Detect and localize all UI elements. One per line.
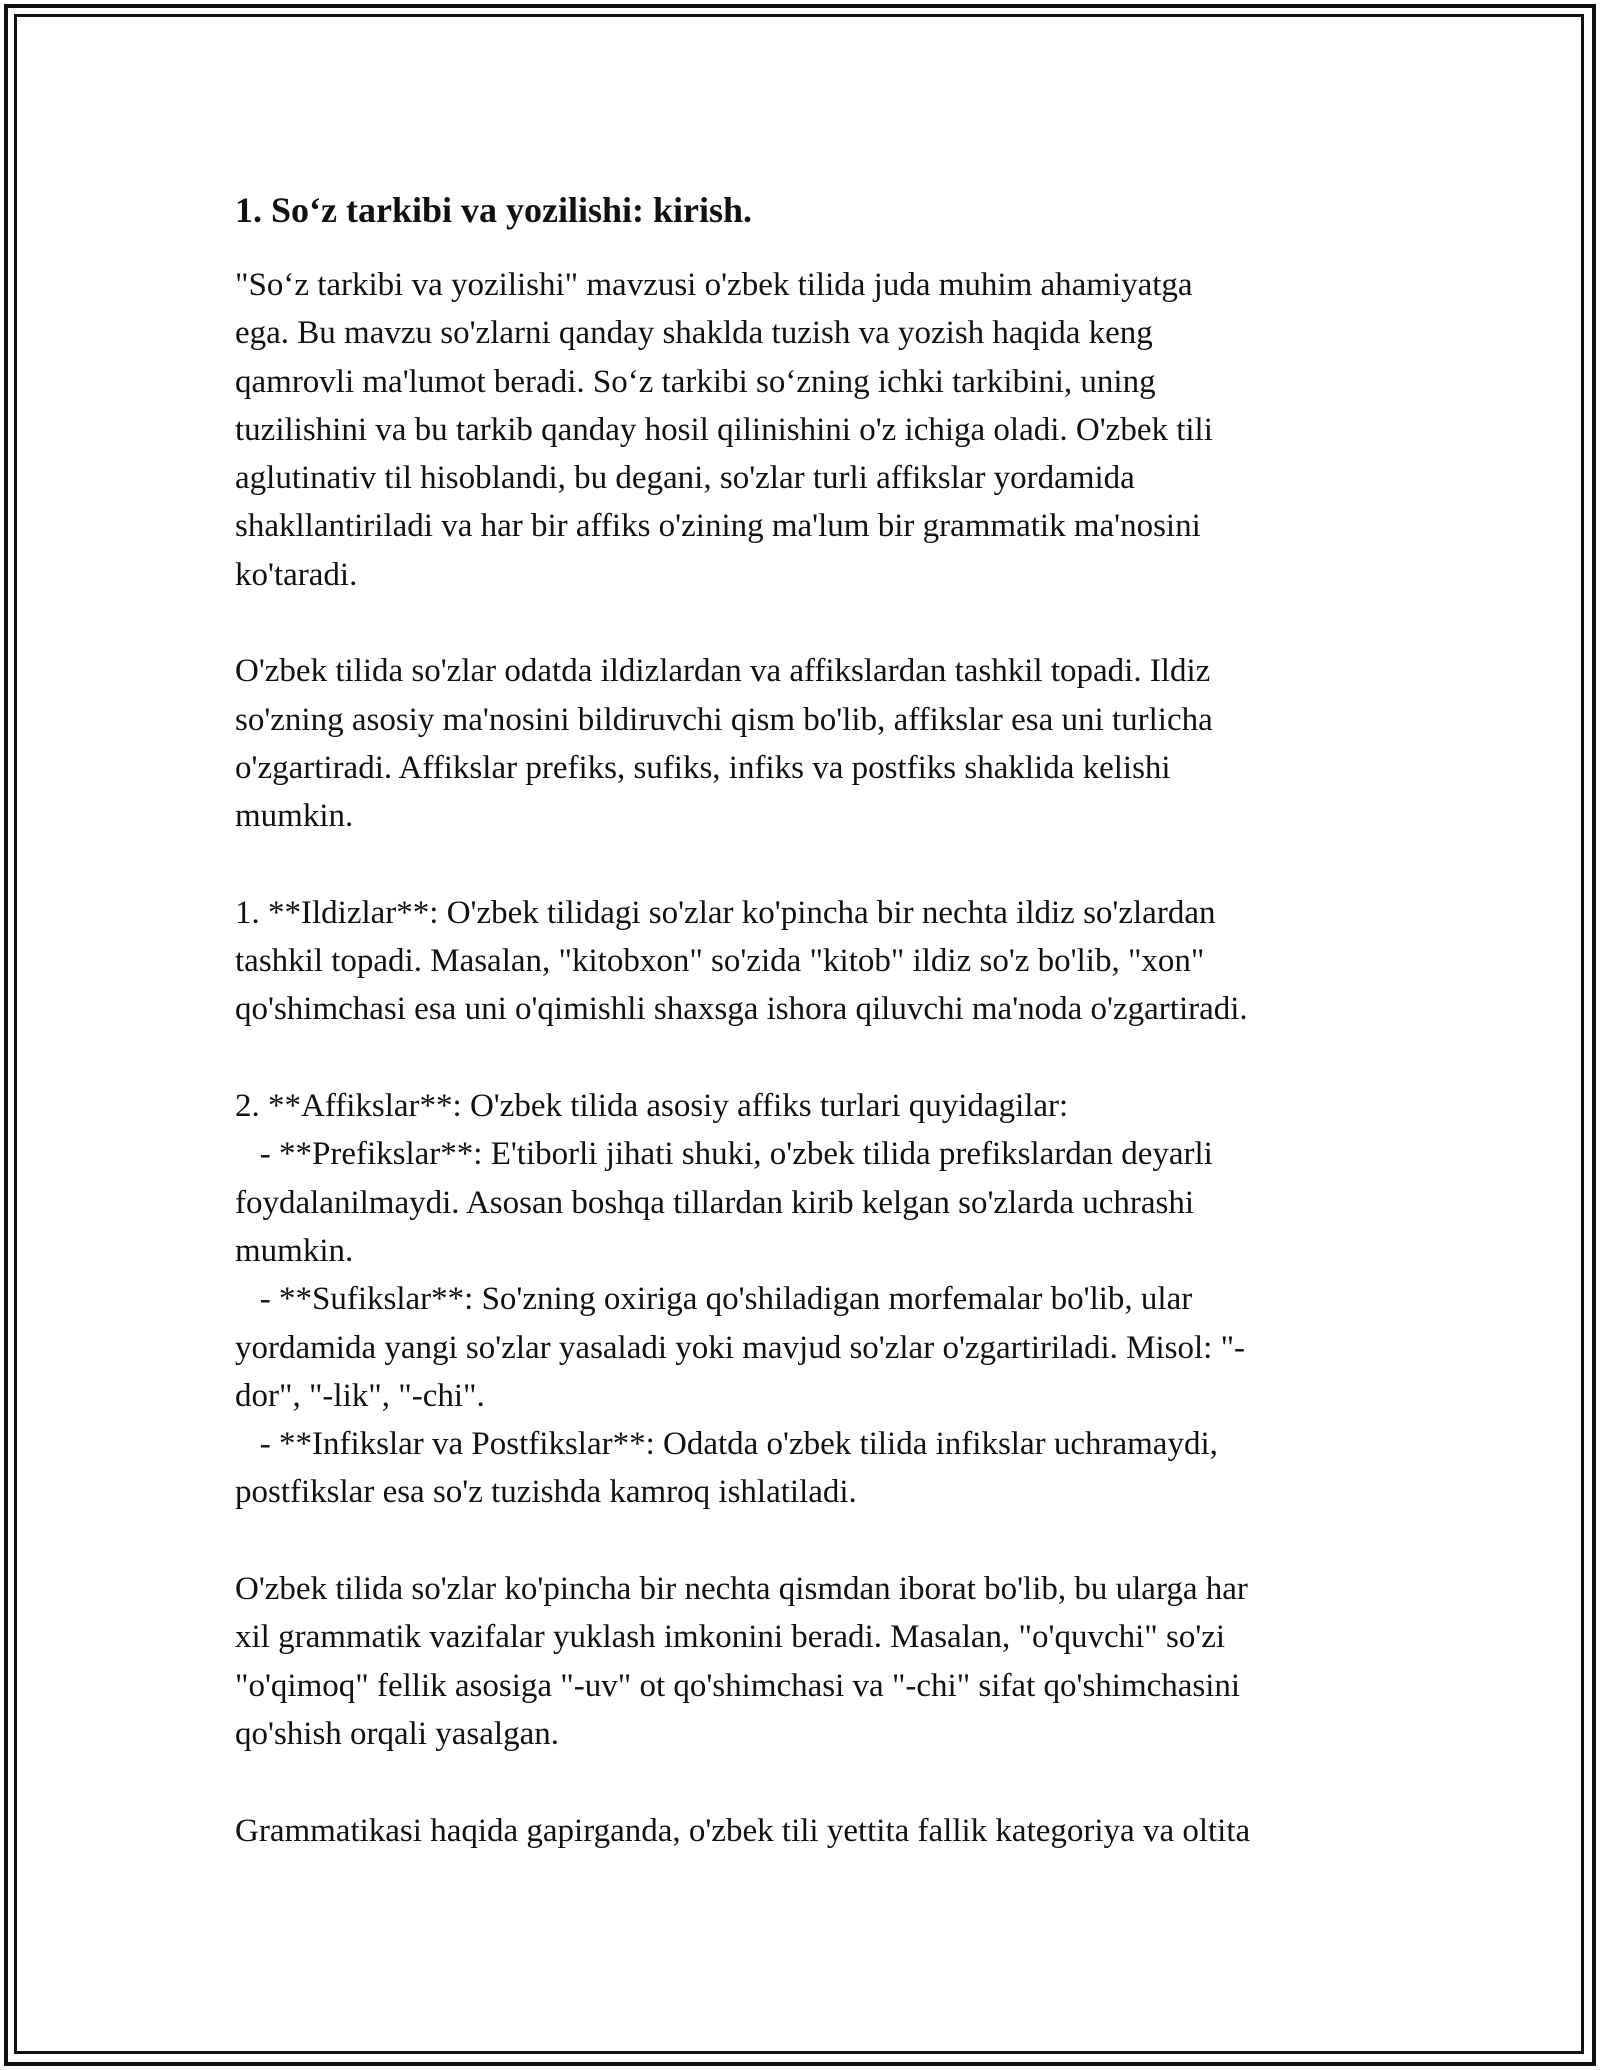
- text-line: postfikslar esa so'z tuzishda kamroq ishlatiladi.: [235, 1474, 857, 1511]
- text-line: so'zning asosiy ma'nosini bildiruvchi qism bo'lib, affikslar esa uni turlicha: [235, 701, 1213, 738]
- paragraph-gap: [235, 841, 1385, 889]
- paragraph: [235, 1807, 1385, 1855]
- text-line: qo'shish orqali yasalgan.: [235, 1715, 559, 1752]
- text-line: aglutinativ til hisoblandi, bu degani, so'zlar turli affikslar yordamida: [235, 460, 1135, 497]
- paragraph: [235, 1565, 1385, 1758]
- paragraph-gap: [235, 1758, 1385, 1806]
- paragraph: [235, 647, 1385, 840]
- paragraph: [235, 889, 1385, 1034]
- text-line: qamrovli ma'lumot beradi. So‘z tarkibi so‘zning ichki tarkibini, uning: [235, 363, 1156, 400]
- text-line: foydalanilmaydi. Asosan boshqa tillardan kirib kelgan so'zlarda uchrashi: [235, 1184, 1195, 1221]
- text-line: mumkin.: [235, 798, 354, 835]
- text-line: qo'shimchasi esa uni o'qimishli shaxsga ishora qiluvchi ma'noda o'zgartiradi.: [235, 991, 1248, 1028]
- text-line: "So‘z tarkibi va yozilishi" mavzusi o'zbek tilida juda muhim ahamiyatga: [235, 267, 1193, 303]
- text-line: ega. Bu mavzu so'zlarni qanday shaklda tuzish va yozish haqida keng: [235, 315, 1153, 352]
- paragraph-gap: [235, 1034, 1385, 1082]
- text-line: ko'taradi.: [235, 556, 358, 593]
- text-line: 1. **Ildizlar**: O'zbek tilidagi so'zlar ko'pincha bir nechta ildiz so'zlardan: [235, 894, 1216, 931]
- text-line: xil grammatik vazifalar yuklash imkonini beradi. Masalan, "o'quvchi" so'zi: [235, 1619, 1226, 1656]
- section-heading: 1. So‘z tarkibi va yozilishi: kirish.: [235, 190, 753, 230]
- text-line: Grammatikasi haqida gapirganda, o'zbek tili yettita fallik kategoriya va oltita: [235, 1812, 1251, 1849]
- text-line: O'zbek tilida so'zlar ko'pincha bir nechta qismdan iborat bo'lib, bu ularga har: [235, 1571, 1248, 1608]
- paragraph-gap: [235, 1517, 1385, 1565]
- text-line: - **Infikslar va Postfikslar**: Odatda o'zbek tilida infikslar uchramaydi,: [235, 1426, 1218, 1463]
- text-line: tuzilishini va bu tarkib qanday hosil qilinishini o'z ichiga oladi. O'zbek tili: [235, 411, 1213, 448]
- text-line: 2. **Affikslar**: O'zbek tilida asosiy affiks turlari quyidagilar:: [235, 1088, 1069, 1125]
- text-line: - **Prefikslar**: E'tiborli jihati shuki, o'zbek tilida prefikslardan deyarli: [235, 1136, 1213, 1173]
- paragraph-gap: [235, 599, 1385, 647]
- paragraph: [235, 1082, 1385, 1517]
- text-line: mumkin.: [235, 1232, 354, 1269]
- text-line: tashkil topadi. Masalan, "kitobxon" so'zida "kitob" ildiz so'z bo'lib, "xon": [235, 943, 1205, 980]
- text-line: O'zbek tilida so'zlar odatda ildizlardan va affikslardan tashkil topadi. Ildiz: [235, 653, 1211, 690]
- text-line: dor", "-lik", "-chi".: [235, 1377, 485, 1414]
- document-body: [235, 188, 1385, 1855]
- text-line: yordamida yangi so'zlar yasaladi yoki mavjud so'zlar o'zgartiriladi. Misol: "-: [235, 1329, 1246, 1366]
- text-line: shakllantiriladi va har bir affiks o'zining ma'lum bir grammatik ma'nosini: [235, 508, 1201, 545]
- text-line: "o'qimoq" fellik asosiga "-uv" ot qo'shimchasi va "-chi" sifat qo'shimchasini: [235, 1667, 1241, 1704]
- paragraph: [235, 261, 1385, 599]
- paragraph-list: [235, 261, 1385, 1855]
- text-line: - **Sufikslar**: So'zning oxiriga qo'shiladigan morfemalar bo'lib, ular: [235, 1281, 1193, 1318]
- text-line: o'zgartiradi. Affikslar prefiks, sufiks, infiks va postfiks shaklida kelishi: [235, 749, 1171, 786]
